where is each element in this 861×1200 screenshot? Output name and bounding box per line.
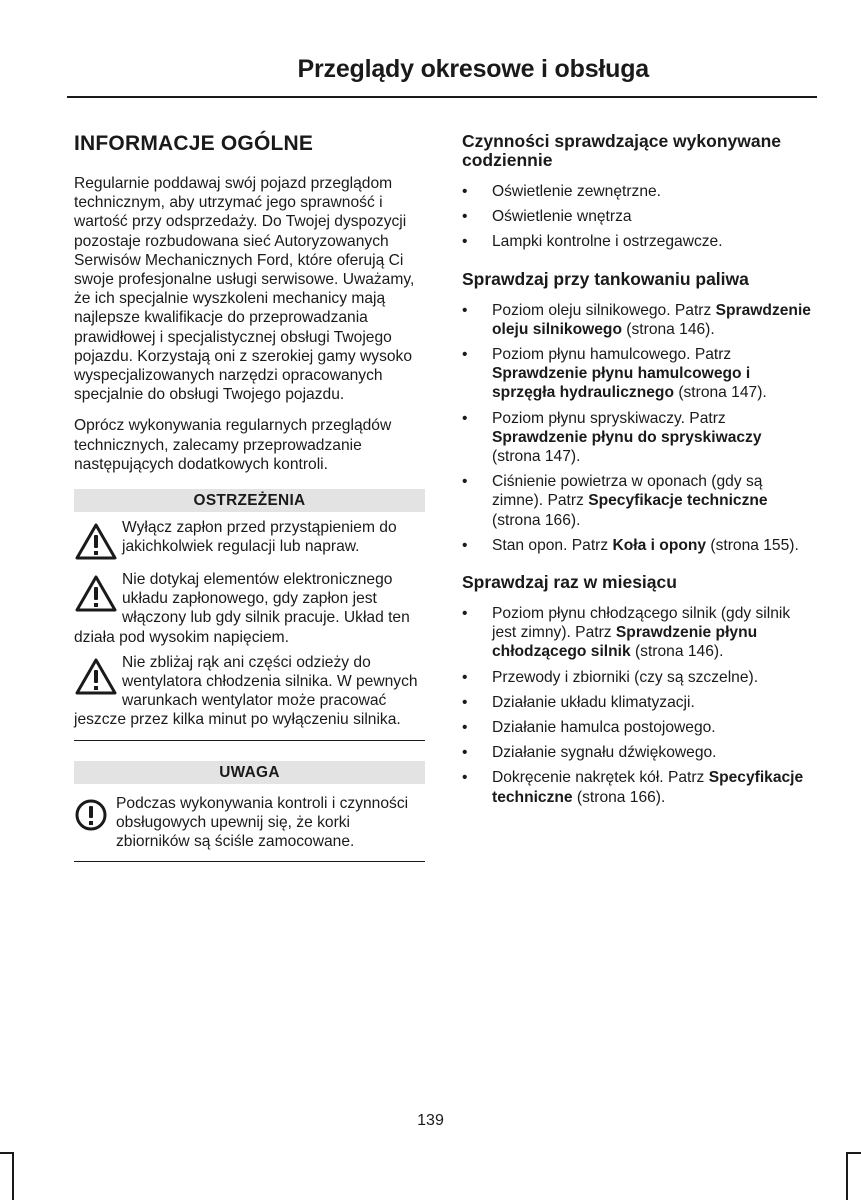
item-text: Oświetlenie zewnętrzne. bbox=[492, 183, 662, 200]
intro-paragraph: Regularnie poddawaj swój pojazd przeglądom technicznym, aby utrzymać jego sprawność i wartość przy odsprzedaży. Do Twojej dyspozycji pozostaje rozbudowana sieć Autoryzowanych Serwisów Mechanicznych Ford, które oferują Ci swoje profesjonalne usługi serwisowe. Uważamy, że ich specjalnie wyszkoleni mechanicy mają najlepsze kwalifikacje do przeprowadzania prawidłowej i specjalistycznej obsługi Twojego pojazdu. Korzystają oni z szerokiej gamy wysoko wyspecjalizowanych narzędzi opracowanych specjalnie do obsługi Twojego pojazdu. bbox=[74, 175, 415, 404]
item-text: Poziom oleju silnikowego. Patrz bbox=[492, 301, 716, 319]
checklist-item bbox=[462, 768, 814, 806]
warning-triangle-icon bbox=[74, 522, 118, 562]
title-divider bbox=[67, 96, 817, 98]
section-heading-general: INFORMACJE OGÓLNE bbox=[74, 132, 314, 155]
item-text: Działanie sygnału dźwiękowego. bbox=[492, 744, 717, 762]
item-text: Dokręcenie nakrętek kół. Patrz bbox=[492, 769, 709, 787]
crop-mark-right-h bbox=[846, 1152, 861, 1154]
warning-text: Nie dotykaj elementów elektronicznego układu zapłonowego, gdy zapłon jest włączony lub gdy silnik pracuje. Układ ten działa pod wysokim napięciem. bbox=[74, 571, 410, 646]
item-text: Działanie układu klimatyzacji. bbox=[492, 693, 695, 711]
cross-reference-link[interactable]: Koła i opony bbox=[612, 536, 707, 554]
item-text: Przewody i zbiorniki (czy są szczelne). bbox=[492, 668, 759, 686]
warning-item bbox=[74, 570, 425, 647]
cross-reference-link[interactable]: Specyfikacje techniczne bbox=[492, 769, 804, 806]
bullet: • bbox=[462, 233, 468, 251]
bullet: • bbox=[462, 744, 468, 762]
item-text: Oświetlenie wnętrza bbox=[492, 208, 632, 226]
bullet: • bbox=[462, 208, 468, 226]
page-reference: (strona 147). bbox=[492, 448, 581, 466]
checklist-item bbox=[462, 207, 814, 226]
bullet: • bbox=[462, 536, 468, 554]
cross-reference-link[interactable]: Sprawdzenie płynu hamulcowego i sprzęgła hydraulicznego bbox=[492, 365, 751, 402]
note-header: UWAGA bbox=[74, 761, 425, 784]
bullet: • bbox=[462, 719, 468, 737]
item-text: Poziom płynu spryskiwaczy. Patrz bbox=[492, 409, 726, 427]
bullet: • bbox=[462, 301, 468, 319]
item-text: Działanie hamulca postojowego. bbox=[492, 719, 716, 737]
warning-text: Wyłącz zapłon przed przystąpieniem do jakichkolwiek regulacji lub napraw. bbox=[122, 519, 397, 556]
checklist-item bbox=[462, 345, 814, 403]
checklist-item bbox=[462, 668, 814, 687]
warnings-divider bbox=[74, 740, 425, 741]
checklist-item bbox=[462, 182, 814, 201]
bullet: • bbox=[462, 605, 468, 623]
page-reference: (strona 147). bbox=[673, 384, 767, 402]
warning-item bbox=[74, 653, 425, 730]
checklist-item bbox=[462, 604, 814, 662]
page-number: 139 bbox=[417, 1112, 444, 1129]
page-reference: (strona 166). bbox=[492, 511, 581, 529]
bullet: • bbox=[462, 473, 468, 491]
checklist-item bbox=[462, 718, 814, 737]
cross-reference-link[interactable]: Specyfikacje techniczne bbox=[588, 492, 768, 510]
checklist-item bbox=[462, 536, 814, 555]
item-text: Poziom płynu chłodzącego silnik (gdy silnik jest zimny). Patrz bbox=[492, 605, 791, 642]
bullet: • bbox=[462, 769, 468, 787]
crop-mark-left bbox=[12, 1152, 14, 1200]
item-text: Stan opon. Patrz bbox=[492, 536, 613, 554]
note-box bbox=[74, 761, 425, 863]
page-reference: (strona 146). bbox=[630, 643, 724, 661]
bullet: • bbox=[462, 693, 468, 711]
warning-text: Nie zbliżaj rąk ani części odzieży do wentylatora chłodzenia silnika. W pewnych warunkach wentylator może pracować jeszcze przez kilka minut po wyłączeniu silnika. bbox=[74, 653, 418, 729]
checklist-item bbox=[462, 409, 814, 467]
note-divider bbox=[74, 861, 425, 862]
page-title: Przeglądy okresowe i obsługa bbox=[297, 55, 649, 83]
checklist bbox=[462, 182, 814, 252]
checklist-item bbox=[462, 743, 814, 762]
left-column bbox=[74, 132, 425, 862]
page-reference: (strona 166). bbox=[572, 788, 666, 806]
page-reference: (strona 155). bbox=[706, 536, 799, 554]
checklist bbox=[462, 604, 814, 807]
warning-item bbox=[74, 518, 425, 564]
crop-mark-left-h bbox=[0, 1152, 14, 1154]
checklist-item bbox=[462, 232, 814, 251]
checklist-item bbox=[462, 472, 814, 530]
warnings-box bbox=[74, 489, 425, 741]
warning-triangle-icon bbox=[74, 574, 118, 614]
section-heading: Sprawdzaj przy tankowaniu paliwa bbox=[462, 268, 749, 289]
warning-triangle-icon bbox=[74, 657, 118, 697]
cross-reference-link[interactable]: Sprawdzenie oleju silnikowego bbox=[492, 301, 811, 338]
crop-mark-right bbox=[846, 1152, 848, 1200]
section-heading: Czynności sprawdzające wykonywane codziennie bbox=[462, 131, 782, 170]
bullet: • bbox=[462, 183, 468, 200]
note-text: Podczas wykonywania kontroli i czynności obsługowych upewnij się, że korki zbiorników są ściśle zamocowane. bbox=[116, 794, 409, 851]
right-column bbox=[462, 132, 814, 813]
warnings-header: OSTRZEŻENIA bbox=[74, 489, 425, 512]
additional-checks-paragraph: Oprócz wykonywania regularnych przeglądów technicznych, zalecamy przeprowadzanie następujących dodatkowych kontroli. bbox=[74, 417, 392, 473]
note-item bbox=[74, 794, 425, 852]
item-text: Lampki kontrolne i ostrzegawcze. bbox=[492, 233, 723, 251]
checklist bbox=[462, 301, 814, 555]
bullet: • bbox=[462, 409, 468, 427]
checklist-item bbox=[462, 693, 814, 712]
checklist-item bbox=[462, 301, 814, 339]
cross-reference-link[interactable]: Sprawdzenie płynu do spryskiwaczy bbox=[492, 428, 762, 446]
bullet: • bbox=[462, 346, 468, 364]
page-reference: (strona 146). bbox=[621, 320, 715, 338]
section-heading: Sprawdzaj raz w miesiącu bbox=[462, 572, 677, 593]
item-text: Poziom płynu hamulcowego. Patrz bbox=[492, 346, 732, 364]
cross-reference-link[interactable]: Sprawdzenie płynu chłodzącego silnik bbox=[492, 624, 758, 661]
item-text: Ciśnienie powietrza w oponach (gdy są zimne). Patrz bbox=[492, 473, 763, 510]
notice-circle-icon bbox=[74, 798, 108, 832]
bullet: • bbox=[462, 668, 468, 686]
